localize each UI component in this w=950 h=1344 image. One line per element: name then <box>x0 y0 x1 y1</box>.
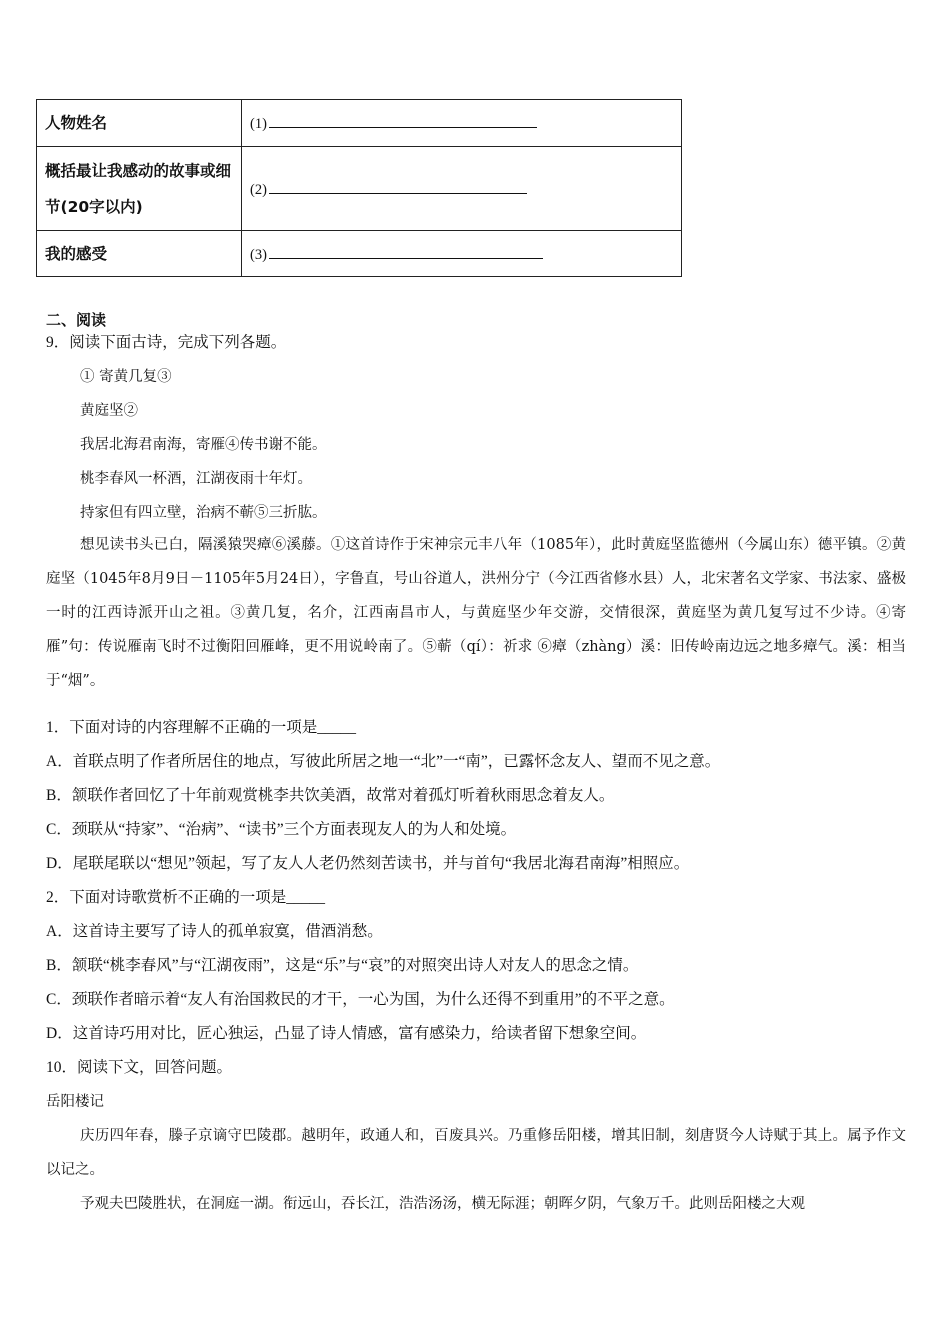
sub-question-stem: 2．下面对诗歌赏析不正确的一项是_____ <box>46 889 326 906</box>
poem-line: 持家但有四立壁，治病不蕲⑤三折肱。 <box>80 505 327 521</box>
answer-number: (3) <box>250 246 267 263</box>
poem-last-line-and-notes: 想见读书头已白，隔溪猿哭瘴⑥溪藤。①这首诗作于宋神宗元丰八年（1085年），此时黄庭坚监德州（今属山东）德平镇。②黄庭坚（1045年8月9日－1105年5月24日），字鲁直，号山谷道人，洪州分宁（今江西省修水县）人，北宋著名文学家、书法家、盛极一时的江西诗派开山之祖。③黄几复，名介，江西南昌市人，与黄庭坚少年交游，交情很深，黄庭坚为黄几复写过不少诗。④寄雁”句：传说雁南飞时不过衡阳回雁峰，更不用说岭南了。⑤蕲（qí）：祈求 ⑥瘴（zhàng）溪：旧传岭南边远之地多瘴气。溪：相当于“烟”。 <box>46 537 906 689</box>
answer-cell-1 <box>242 100 682 147</box>
passage-paragraph: 予观夫巴陵胜状，在洞庭一湖。衔远山，吞长江，浩浩汤汤，横无际涯；朝晖夕阴，气象万千。此则岳阳楼之大观 <box>80 1196 805 1212</box>
poem-title: ① 寄黄几复③ <box>80 369 172 385</box>
option-b: B．颔联作者回忆了十年前观赏桃李共饮美酒，故常对着孤灯听着秋雨思念着友人。 <box>46 787 615 804</box>
question-9-prompt: 9．阅读下面古诗，完成下列各题。 <box>46 334 287 351</box>
table-label-feeling: 我的感受 <box>37 231 242 277</box>
sub-question-stem: 1．下面对诗的内容理解不正确的一项是_____ <box>46 719 357 736</box>
table-label-story: 概括最让我感动的故事或细节(20字以内) <box>37 147 242 231</box>
table-label-name: 人物姓名 <box>37 100 242 147</box>
passage-title: 岳阳楼记 <box>46 1094 104 1110</box>
option-c: C．颈联从“持家”、“治病”、“读书”三个方面表现友人的为人和处境。 <box>46 821 517 838</box>
option-b: B．颔联“桃李春风”与“江湖夜雨”，这是“乐”与“哀”的对照突出诗人对友人的思念之情。 <box>46 957 639 974</box>
poem-line: 我居北海君南海，寄雁④传书谢不能。 <box>80 437 327 453</box>
option-a: A．首联点明了作者所居住的地点，写彼此所居之地一“北”一“南”，已露怀念友人、望而不见之意。 <box>46 753 721 770</box>
poem-author: 黄庭坚② <box>80 403 138 419</box>
answer-number: (1) <box>250 116 267 132</box>
table-row <box>37 147 682 231</box>
answer-blank[interactable] <box>269 244 543 259</box>
table-row <box>37 231 682 277</box>
poem-line: 桃李春风一杯酒，江湖夜雨十年灯。 <box>80 471 312 487</box>
answer-cell-3 <box>242 231 682 277</box>
passage-paragraph: 庆历四年春，滕子京谪守巴陵郡。越明年，政通人和，百废具兴。乃重修岳阳楼，增其旧制，刻唐贤今人诗赋于其上。属予作文以记之。 <box>46 1128 906 1178</box>
reading-record-table <box>36 99 682 277</box>
option-a: A．这首诗主要写了诗人的孤单寂寞，借酒消愁。 <box>46 923 383 940</box>
option-d: D．这首诗巧用对比，匠心独运，凸显了诗人情感，富有感染力，给读者留下想象空间。 <box>46 1025 647 1042</box>
table-row <box>37 100 682 147</box>
answer-blank[interactable] <box>269 179 527 194</box>
answer-cell-2 <box>242 147 682 231</box>
section-title: 二、阅读 <box>46 311 107 329</box>
option-c: C．颈联作者暗示着“友人有治国救民的才干，一心为国，为什么还得不到重用”的不平之意。 <box>46 991 675 1008</box>
question-10-prompt: 10．阅读下文，回答问题。 <box>46 1059 233 1076</box>
answer-blank[interactable] <box>269 113 537 128</box>
option-d: D．尾联尾联以“想见”领起，写了友人人老仍然刻苦读书，并与首句“我居北海君南海”相照应。 <box>46 855 690 872</box>
answer-number: (2) <box>250 181 267 198</box>
